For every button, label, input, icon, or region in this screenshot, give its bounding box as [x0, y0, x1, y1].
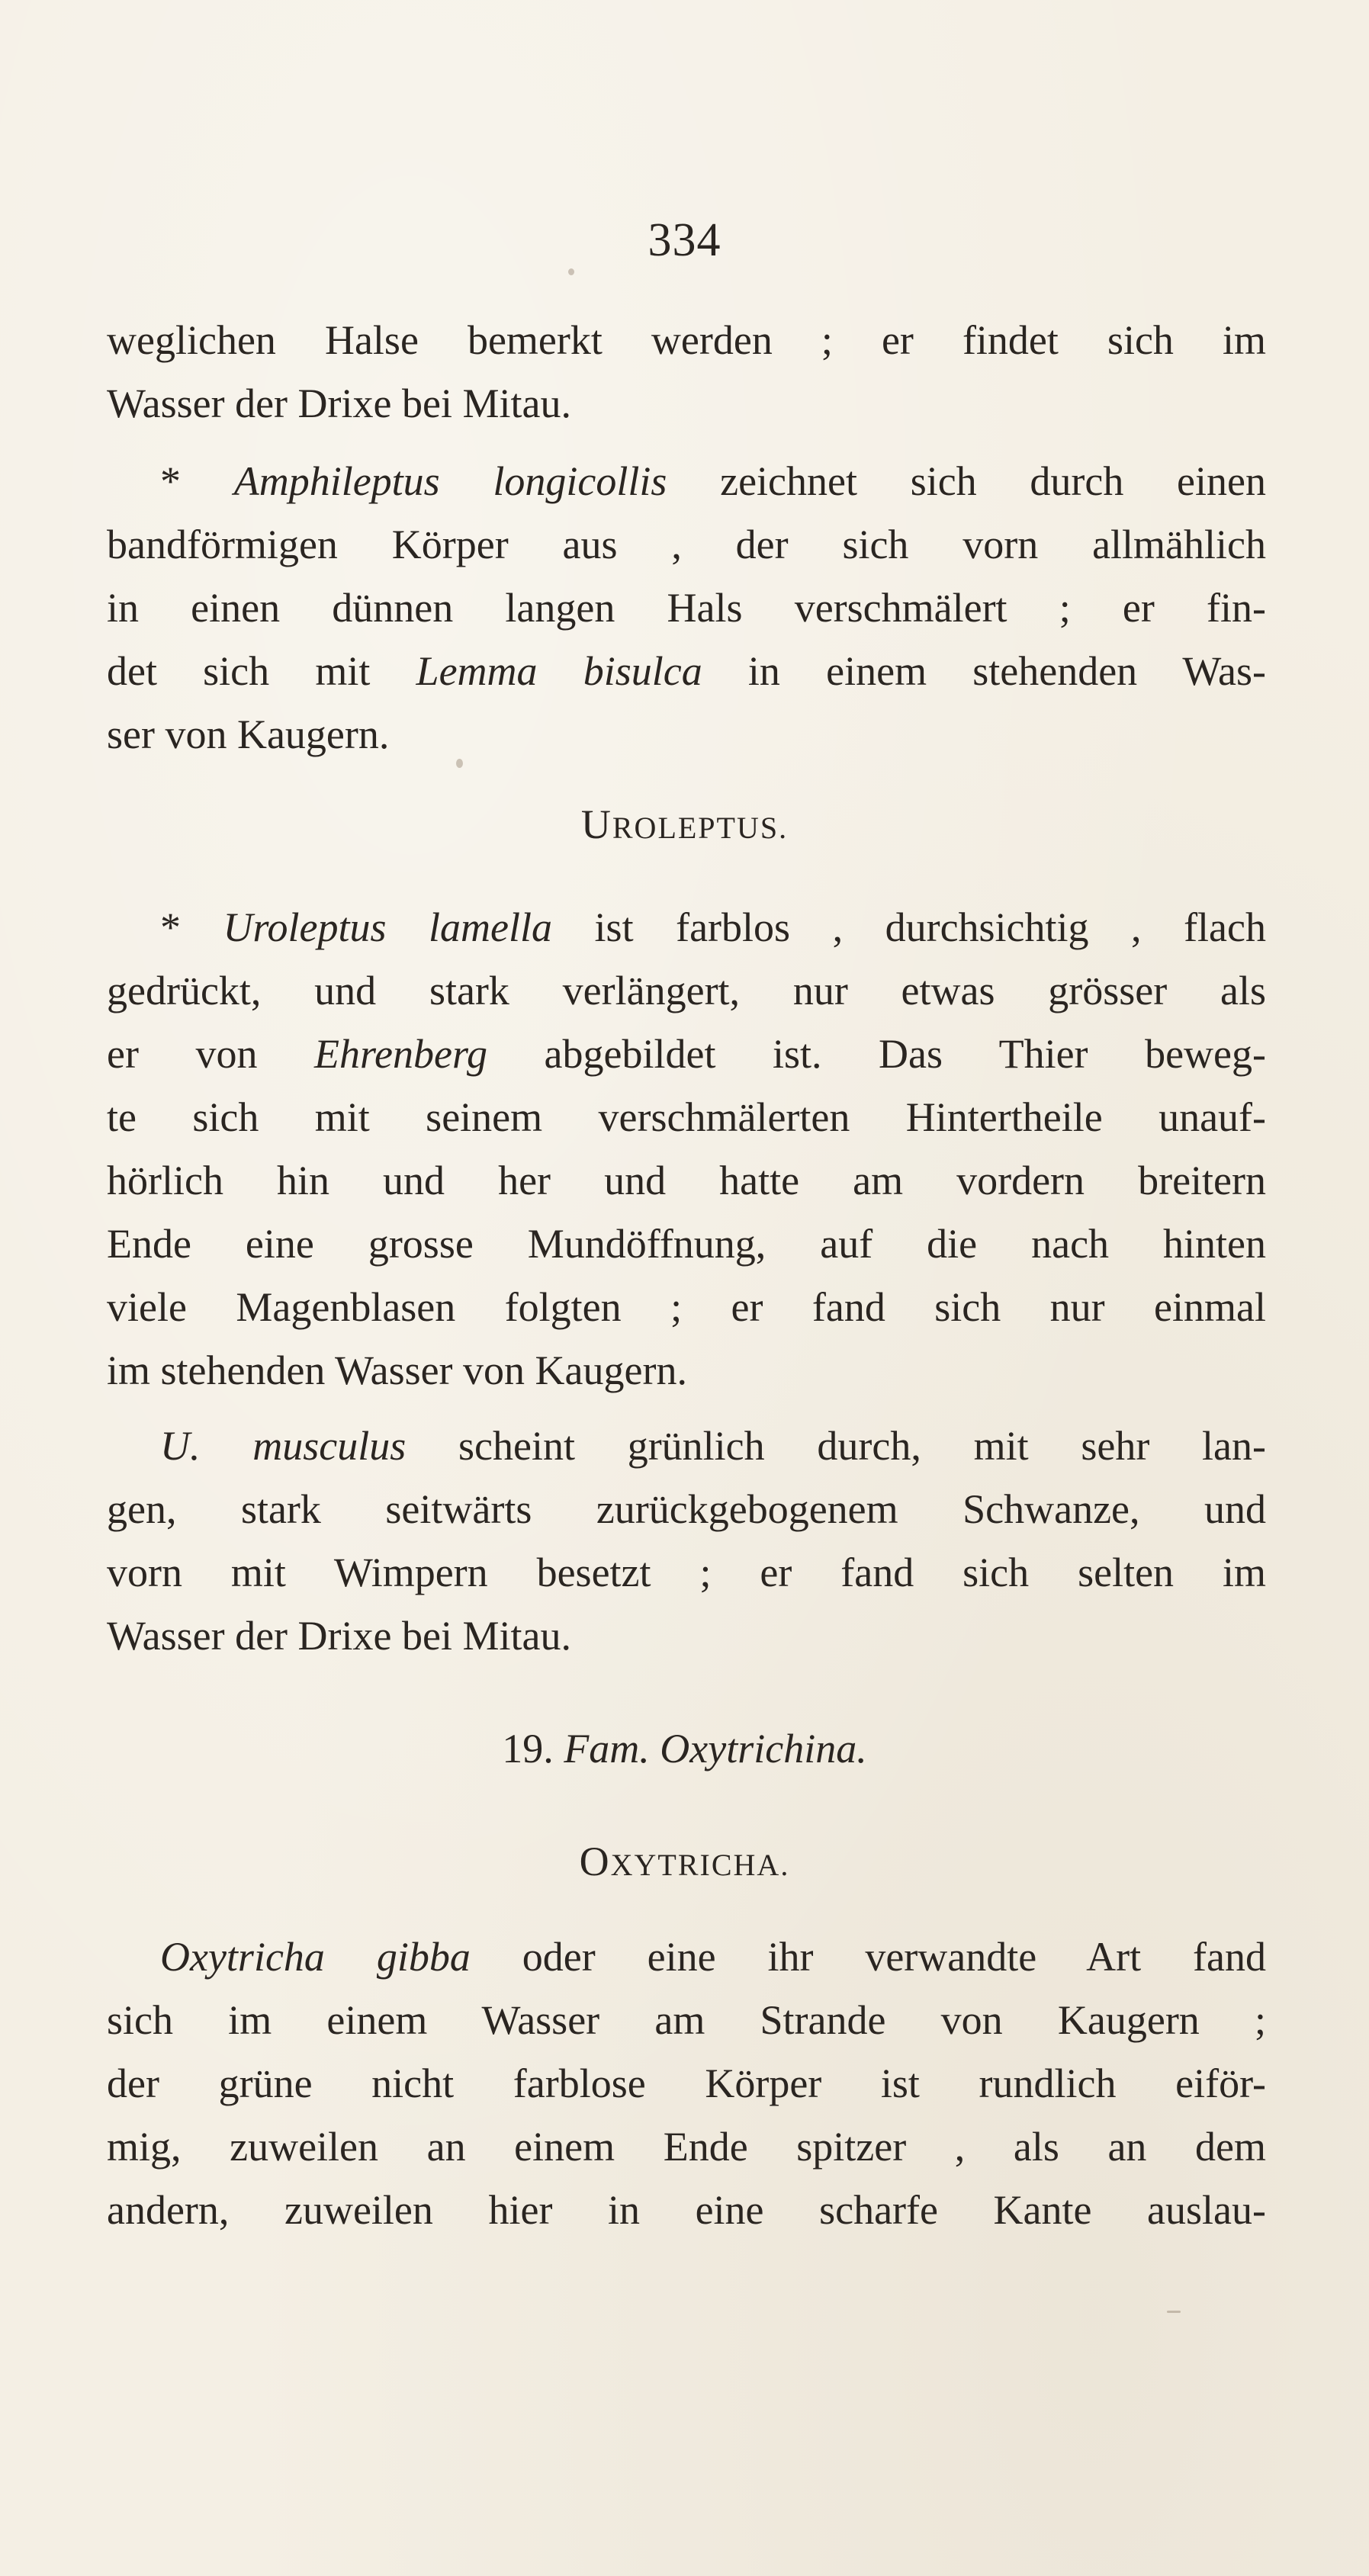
paragraph-amphileptus [107, 450, 1266, 766]
species-name: Amphileptus longicollis [233, 458, 667, 504]
genus-heading-uroleptus: UROLEPTUS. [580, 801, 789, 847]
text-line: vorn mit Wimpern besetzt ; er fand sich selten im [107, 1550, 1266, 1595]
text-line: mig, zuweilen an einem Ende spitzer , als an dem [107, 2124, 1266, 2170]
author-name: Ehrenberg [314, 1031, 487, 1077]
text-line: im stehenden Wasser von Kaugern. [107, 1347, 687, 1393]
paper-speck [456, 759, 463, 768]
text-line: der grüne nicht farblose Körper ist rundlich eiför- [107, 2060, 1266, 2106]
text-line: U. musculus scheint grünlich durch, mit sehr lan- [160, 1423, 1266, 1469]
text-line: Oxytricha gibba oder eine ihr verwandte Art fand [160, 1934, 1266, 1980]
family-heading: 19. Fam. Oxytrichina. [502, 1726, 867, 1771]
text-line: * Uroleptus lamella ist farblos , durchsichtig , flach [160, 904, 1266, 950]
text-line: hörlich hin und her und hatte am vordern breitern [107, 1158, 1266, 1203]
paper-speck [568, 268, 574, 275]
genus-heading-oxytricha: OXYTRICHA. [579, 1839, 790, 1884]
text-line: Wasser der Drixe bei Mitau. [107, 1613, 571, 1659]
text-line: ser von Kaugern. [107, 711, 390, 757]
species-name: U. musculus [160, 1423, 407, 1469]
species-name: Uroleptus lamella [223, 904, 553, 950]
text-line: andern, zuweilen hier in eine scharfe Kante auslau- [107, 2187, 1266, 2233]
text-line: bandförmigen Körper aus , der sich vorn allmählich [107, 522, 1266, 567]
text-line: gedrückt, und stark verlängert, nur etwas grösser als [107, 968, 1266, 1013]
page-number: 334 [648, 214, 721, 266]
text-line: er von Ehrenberg abgebildet ist. Das Thier beweg- [107, 1031, 1267, 1077]
paragraph-uroleptus-musculus [107, 1415, 1266, 1668]
species-name: Oxytricha gibba [160, 1934, 471, 1980]
text-line: viele Magenblasen folgten ; er fand sich nur einmal [107, 1284, 1266, 1330]
paragraph-continuation [107, 309, 1266, 435]
text-line: det sich mit Lemma bisulca in einem stehenden Was- [107, 648, 1267, 694]
text-line: gen, stark seitwärts zurückgebogenem Schwanze, und [107, 1486, 1266, 1532]
species-name: Lemma bisulca [416, 648, 702, 694]
text-line: weglichen Halse bemerkt werden ; er findet sich im [107, 317, 1266, 363]
paragraph-oxytricha-gibba [107, 1926, 1266, 2242]
text-line: * Amphileptus longicollis zeichnet sich durch einen [160, 458, 1266, 504]
text-line: Wasser der Drixe bei Mitau. [107, 381, 571, 426]
text-line: te sich mit seinem verschmälerten Hintertheile unauf- [107, 1094, 1266, 1140]
text-line: in einen dünnen langen Hals verschmälert ; er fin- [107, 585, 1266, 631]
text-line: Ende eine grosse Mundöffnung, auf die nach hinten [107, 1221, 1266, 1267]
paper-speck [1167, 2311, 1181, 2313]
paragraph-uroleptus-lamella [107, 896, 1266, 1402]
text-line: sich im einem Wasser am Strande von Kaugern ; [107, 1997, 1266, 2043]
asterisk-mark: * [160, 458, 234, 504]
asterisk-mark: * [160, 904, 223, 950]
